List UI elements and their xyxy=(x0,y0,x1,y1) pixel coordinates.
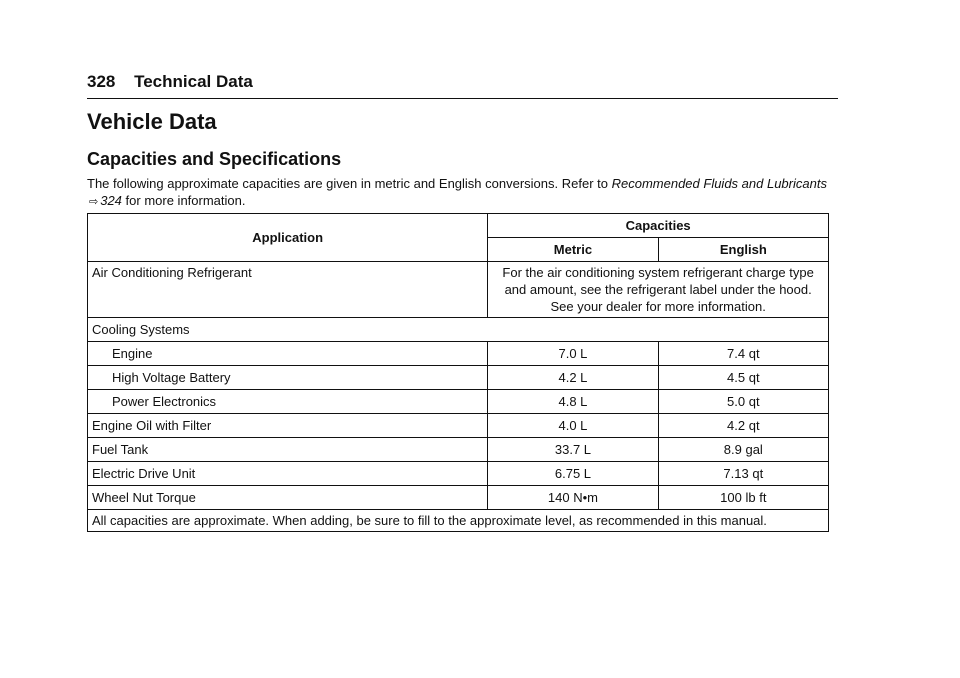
table-row xyxy=(88,510,829,532)
header-rule xyxy=(87,98,838,99)
header-capacities: Capacities xyxy=(488,214,829,238)
header-application: Application xyxy=(88,214,488,262)
row-label: Engine Oil with Filter xyxy=(88,414,488,438)
row-label: Power Electronics xyxy=(88,390,488,414)
table-row xyxy=(88,462,829,486)
intro-text: The following approximate capacities are given in metric and English conversions. Refer to xyxy=(87,176,608,191)
metric-value: 4.0 L xyxy=(488,414,658,438)
table-row xyxy=(88,318,829,342)
metric-value: 6.75 L xyxy=(488,462,658,486)
row-label: Air Conditioning Refrigerant xyxy=(88,262,488,318)
table-footnote: All capacities are approximate. When adding, be sure to fill to the approximate level, as recommended in this manual. xyxy=(88,510,829,532)
table-row xyxy=(88,366,829,390)
english-value: 4.2 qt xyxy=(658,414,828,438)
english-value: 7.13 qt xyxy=(658,462,828,486)
english-value: 7.4 qt xyxy=(658,342,828,366)
english-value: 4.5 qt xyxy=(658,366,828,390)
page-number: 328 xyxy=(87,72,116,91)
row-label: Cooling Systems xyxy=(88,318,829,342)
reference-page[interactable]: 324 xyxy=(100,193,122,208)
page-title: Vehicle Data xyxy=(87,109,217,134)
reference-link[interactable]: Recommended Fluids and Lubricants xyxy=(611,176,827,191)
capacities-table xyxy=(87,213,829,532)
metric-value: 4.2 L xyxy=(488,366,658,390)
section-title: Technical Data xyxy=(134,72,253,91)
row-label: Engine xyxy=(88,342,488,366)
page-reference-arrow-icon: ⇨ xyxy=(89,196,99,208)
metric-value: 7.0 L xyxy=(488,342,658,366)
table-row xyxy=(88,342,829,366)
table-row xyxy=(88,486,829,510)
row-label: Wheel Nut Torque xyxy=(88,486,488,510)
english-value: 5.0 qt xyxy=(658,390,828,414)
header-metric: Metric xyxy=(488,238,658,262)
row-label: Fuel Tank xyxy=(88,438,488,462)
page-header xyxy=(87,72,838,92)
row-label: Electric Drive Unit xyxy=(88,462,488,486)
metric-value: 4.8 L xyxy=(488,390,658,414)
refrigerant-note: For the air conditioning system refrigerant charge type and amount, see the refrigerant label under the hood. See your dealer for more information. xyxy=(488,262,829,318)
metric-value: 33.7 L xyxy=(488,438,658,462)
intro-paragraph xyxy=(87,175,838,211)
metric-value: 140 N•m xyxy=(488,486,658,510)
english-value: 100 lb ft xyxy=(658,486,828,510)
english-value: 8.9 gal xyxy=(658,438,828,462)
header-english: English xyxy=(658,238,828,262)
intro-suffix: for more information. xyxy=(125,193,246,208)
section-subtitle: Capacities and Specifications xyxy=(87,149,342,169)
table-row xyxy=(88,390,829,414)
table-row xyxy=(88,414,829,438)
table-row xyxy=(88,438,829,462)
table-row xyxy=(88,262,829,318)
row-label: High Voltage Battery xyxy=(88,366,488,390)
